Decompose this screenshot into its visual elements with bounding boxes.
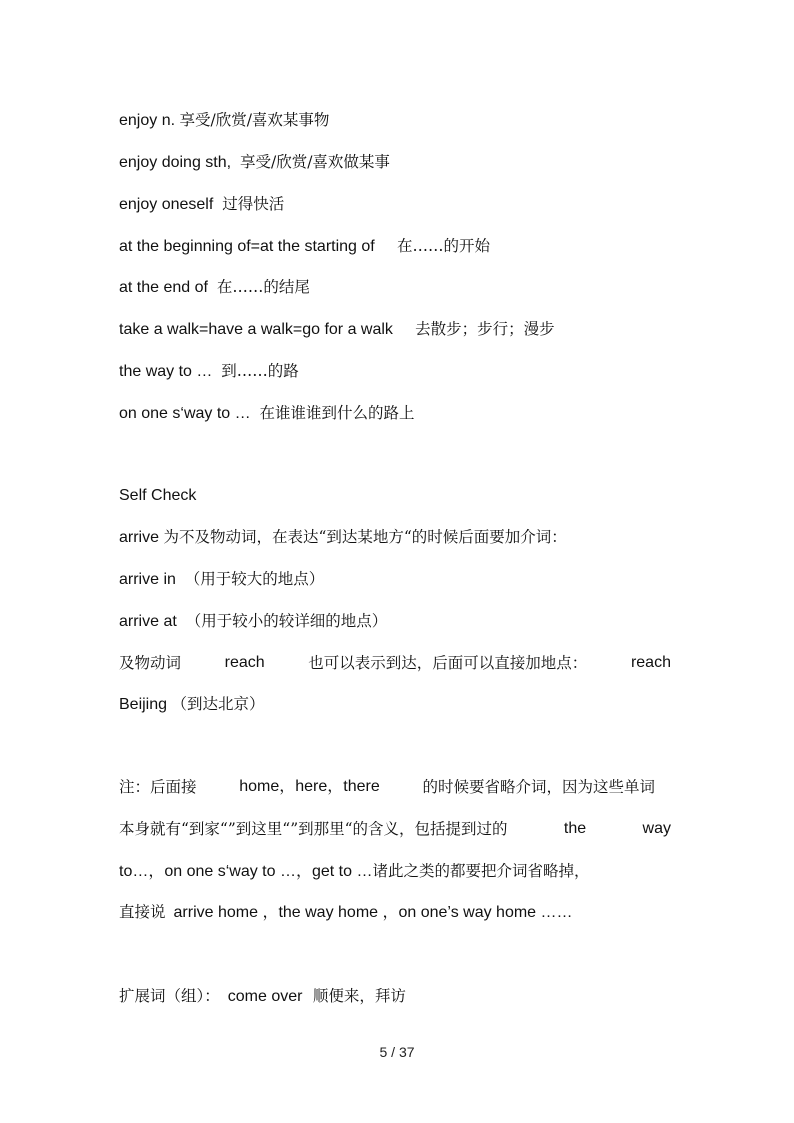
- beijing-zh: （到达北京）: [171, 695, 265, 713]
- note-line-2: [119, 819, 671, 839]
- vocab-line-way-to: [119, 361, 299, 382]
- note-line-2-c: way: [642, 820, 671, 837]
- extension-label: 扩展词（组）：: [119, 987, 220, 1005]
- vocab-zh: 到……的路: [221, 362, 299, 380]
- beijing-line: [119, 694, 265, 715]
- vocab-en: enjoy doing sth,: [119, 154, 240, 171]
- reach-line-part-a: 及物动词: [119, 654, 182, 672]
- vocab-en: enjoy n.: [119, 112, 180, 129]
- note-line-4-b: arrive home ，the way home ，on one’s way home ……: [173, 904, 573, 921]
- reach-line-part-c: 也可以表示到达，后面可以直接加地点：: [308, 654, 588, 672]
- arrive-at-zh: （用于较小的较详细的地点）: [185, 612, 388, 630]
- note-line-1-c: 的时候要省略介词，因为这些单词: [422, 778, 655, 796]
- vocab-line-walk: [119, 319, 555, 340]
- vocab-en: at the beginning of=at the starting of: [119, 238, 397, 255]
- note-line-1-b: home，here，there: [239, 778, 380, 795]
- arrive-intro-zh: 为不及物动词，在表达“到达某地方“的时候后面要加介词：: [163, 528, 567, 546]
- arrive-in-line: [119, 569, 324, 590]
- beijing-en: Beijing: [119, 696, 172, 713]
- extension-meaning: 顺便来，拜访: [312, 987, 406, 1005]
- note-line-2-b: the: [563, 820, 587, 837]
- vocab-en: on one s‘way to …: [119, 405, 260, 422]
- extension-line: [119, 986, 406, 1007]
- vocab-en: the way to …: [119, 363, 222, 380]
- extension-phrase: come over: [227, 988, 307, 1005]
- vocab-zh: 在谁谁谁到什么的路上: [259, 404, 415, 422]
- note-line-4: [119, 902, 573, 923]
- note-line-3: [119, 861, 589, 882]
- vocab-en: enjoy oneself: [119, 196, 223, 213]
- vocab-zh: 在……的结尾: [216, 278, 310, 296]
- vocab-zh: 享受/欣赏/喜欢做某事: [239, 153, 390, 171]
- page-number: 5 / 37: [379, 1044, 415, 1060]
- vocab-zh: 去散步；步行；漫步: [415, 320, 555, 338]
- arrive-intro-en: arrive: [119, 529, 164, 546]
- note-line-1-a: 注：后面接: [119, 778, 197, 796]
- arrive-in-en: arrive in: [119, 571, 185, 588]
- reach-line-part-b: reach: [224, 654, 265, 671]
- note-line-3-a: to…，on one s‘way to …，get to …: [119, 863, 373, 880]
- arrive-at-line: [119, 611, 387, 632]
- section-heading-self-check: Self Check: [119, 487, 197, 504]
- vocab-line-enjoy-oneself: [119, 194, 284, 215]
- note-line-4-a: 直接说: [119, 903, 166, 921]
- reach-line: [119, 653, 671, 673]
- vocab-line-ones-way: [119, 403, 415, 424]
- vocab-zh: 过得快活: [222, 195, 285, 213]
- vocab-en: take a walk=have a walk=go for a walk: [119, 321, 416, 338]
- vocab-zh: 在……的开始: [396, 237, 490, 255]
- vocab-line-enjoy-n: [119, 110, 329, 131]
- arrive-intro: [119, 527, 567, 548]
- arrive-in-zh: （用于较大的地点）: [184, 570, 325, 588]
- vocab-en: at the end of: [119, 279, 217, 296]
- vocab-line-enjoy-doing: [119, 152, 390, 173]
- vocab-line-end: [119, 277, 310, 298]
- arrive-at-en: arrive at: [119, 613, 186, 630]
- note-line-1: [119, 777, 655, 797]
- vocab-line-beginning: [119, 236, 490, 257]
- reach-line-part-d: reach: [630, 654, 671, 671]
- note-line-3-b: 诸此之类的都要把介词省略掉，: [372, 862, 590, 880]
- vocab-zh: 享受/欣赏/喜欢某事物: [179, 111, 330, 129]
- note-line-2-a: 本身就有“到家“”到这里“”到那里“的含义，包括提到过的: [119, 820, 508, 838]
